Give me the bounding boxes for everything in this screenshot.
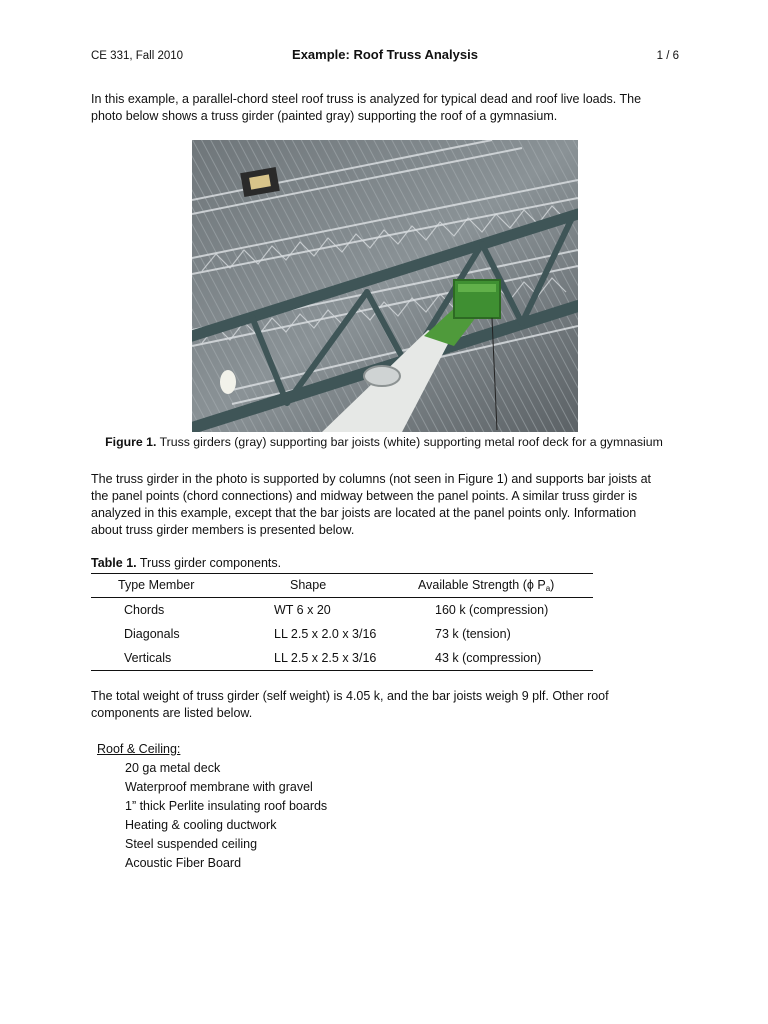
figure-caption [0, 434, 768, 451]
table-label: Table 1. [91, 556, 137, 570]
course-label: CE 331, Fall 2010 [91, 50, 184, 62]
row-chords-strength: 160 k (compression) [435, 603, 549, 617]
page-header [91, 46, 679, 66]
row-diagonals-type: Diagonals [124, 627, 180, 641]
header-available-strength [418, 577, 554, 597]
row-chords-shape: WT 6 x 20 [274, 603, 331, 617]
table-title-text: Truss girder components. [136, 556, 282, 570]
figure-caption-text: Truss girders (gray) supporting bar joists (white) supporting metal roof deck for a gymnasium [156, 435, 663, 449]
table-title [91, 555, 281, 572]
header-strength-label: Available Strength ( [418, 578, 527, 592]
list-item: 1” thick Perlite insulating roof boards [125, 799, 328, 813]
table-top-rule [91, 573, 593, 574]
roof-components-list [125, 760, 327, 874]
figure-label: Figure 1. [105, 435, 157, 449]
document-title: Example: Roof Truss Analysis [292, 47, 478, 62]
intro-paragraph: In this example, a parallel-chord steel roof truss is analyzed for typical dead and roof live loads. The photo below shows a truss girder (painted gray) supporting the roof of a gymnasium. [91, 92, 642, 123]
row-verticals-strength: 43 k (compression) [435, 651, 542, 665]
gymnasium-truss-photo [192, 140, 578, 432]
weight-paragraph: The total weight of truss girder (self weight) is 4.05 k, and the bar joists weigh 9 plf. Other roof components are listed below. [91, 689, 609, 720]
strength-subscript: a [545, 584, 551, 593]
row-diagonals-strength: 73 k (tension) [435, 627, 511, 641]
table-bottom-rule [91, 670, 593, 671]
strength-close: ) [550, 578, 555, 592]
list-item: Heating & cooling ductwork [125, 818, 277, 832]
row-verticals-shape: LL 2.5 x 2.5 x 3/16 [274, 651, 377, 665]
header-type-member: Type Member [118, 578, 195, 592]
list-item: Steel suspended ceiling [125, 837, 258, 851]
list-item: 20 ga metal deck [125, 761, 221, 775]
page-number: 1 / 6 [656, 50, 679, 62]
header-shape: Shape [290, 578, 327, 592]
photo-illustration [192, 140, 578, 432]
roof-ceiling-title: Roof & Ceiling: [97, 742, 181, 756]
row-verticals-type: Verticals [124, 651, 172, 665]
list-item: Acoustic Fiber Board [125, 856, 242, 870]
row-diagonals-shape: LL 2.5 x 2.0 x 3/16 [274, 627, 377, 641]
table-header-rule [91, 597, 593, 598]
row-chords-type: Chords [124, 603, 165, 617]
support-paragraph: The truss girder in the photo is supported by columns (not seen in Figure 1) and supports bar joists at the panel points (chord connections) and midway between the panel points. A similar truss girder is analyzed in this example, except that the bar joists are located at the panel points only. Information about truss girder members is presented below. [91, 472, 652, 537]
strength-symbol: ϕ P [526, 578, 546, 592]
list-item: Waterproof membrane with gravel [125, 780, 313, 794]
